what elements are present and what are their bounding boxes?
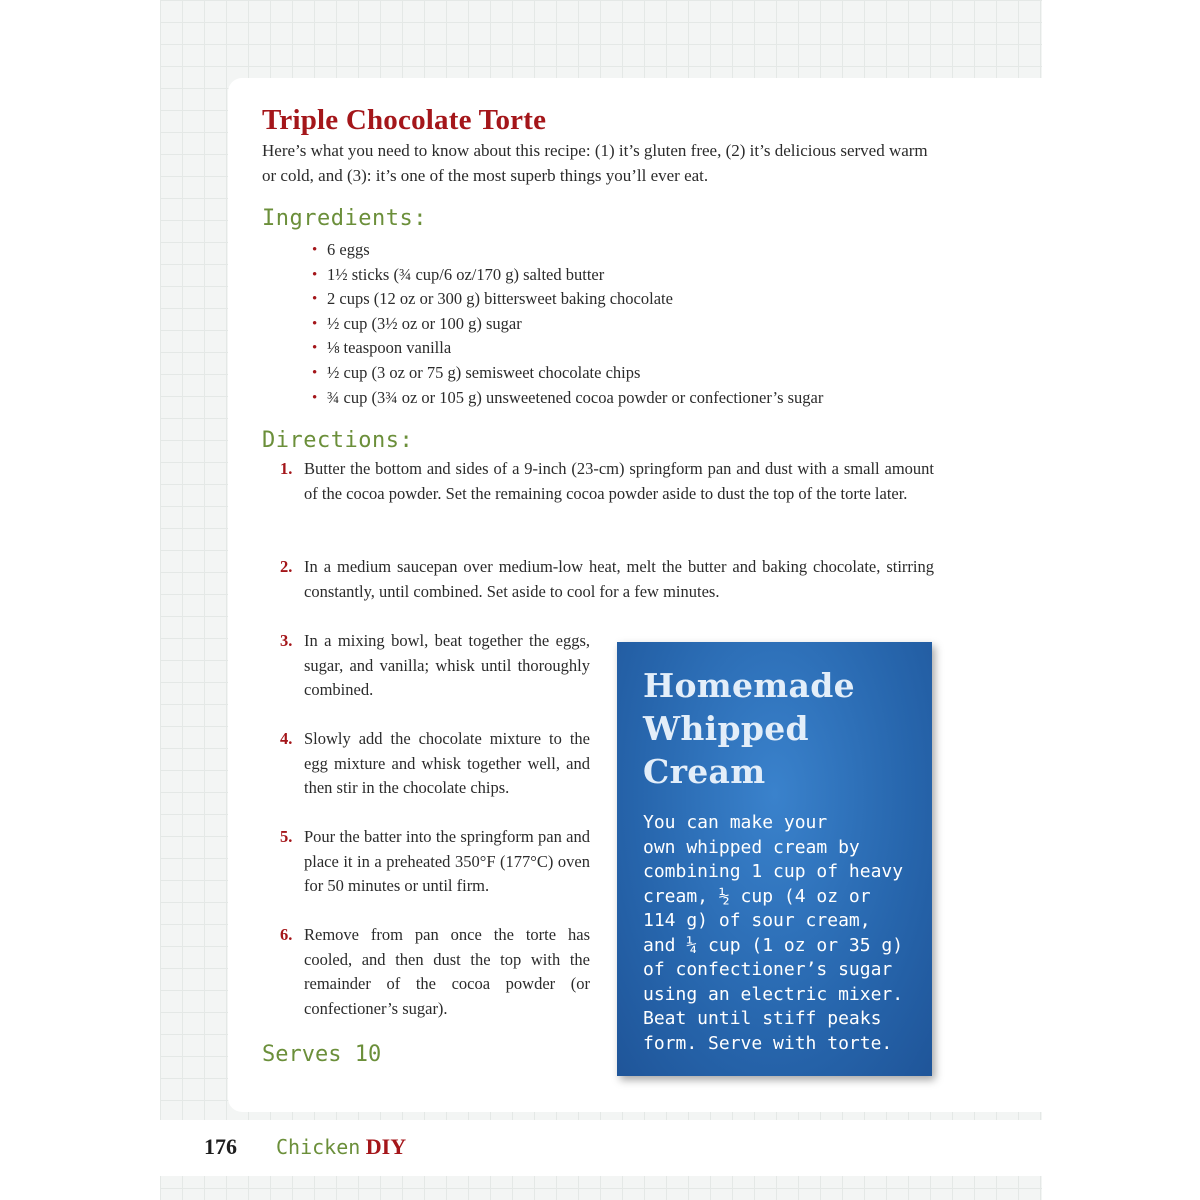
book-title-part1: Chicken [276, 1135, 361, 1159]
sidebar-text-line: cream, ½ cup (4 oz or [643, 885, 871, 907]
sidebar-text-line: form. Serve with torte. [643, 1032, 893, 1054]
bullet-icon: • [312, 364, 318, 381]
direction-step-4 [280, 727, 590, 801]
ingredient-item [312, 336, 823, 361]
ingredient-item [312, 263, 823, 288]
step-number: 1. [280, 459, 293, 478]
whipped-cream-sidebar [617, 642, 932, 1076]
bullet-icon: • [312, 315, 318, 332]
bullet-icon: • [312, 242, 318, 258]
sidebar-text-line: and ¼ cup (1 oz or 35 g) [643, 934, 904, 956]
sidebar-text-line: own whipped cream by [643, 836, 860, 858]
ingredient-text: ½ cup (3½ oz or 100 g) sugar [327, 313, 522, 333]
recipe-intro: Here’s what you need to know about this recipe: (1) it’s gluten free, (2) it’s delicious served warm or cold, and (3): it’s one of the most superb things you’ll ever eat. [262, 141, 928, 185]
ingredient-item [312, 287, 823, 312]
ingredients-list [312, 238, 823, 410]
direction-step-6 [280, 923, 590, 1021]
ingredient-item [312, 386, 823, 411]
sidebar-text-line: 114 g) of sour cream, [643, 910, 871, 931]
page-number: 176 [204, 1134, 237, 1159]
step-number: 5. [280, 827, 293, 846]
bullet-icon: • [312, 340, 318, 357]
recipe-title: Triple Chocolate Torte [262, 104, 547, 136]
sidebar-text-line: combining 1 cup of heavy [643, 861, 904, 882]
ingredient-text: ⅛ teaspoon vanilla [327, 338, 452, 358]
sidebar-title-line: Cream [643, 752, 766, 791]
sidebar-text-line: Beat until stiff peaks [643, 1008, 882, 1029]
sidebar-title-line: Homemade [643, 666, 855, 705]
step-number: 6. [280, 925, 293, 944]
sidebar-body [643, 811, 908, 1056]
running-footer-title [276, 1134, 406, 1160]
sidebar-text-line: using an electric mixer. [643, 983, 904, 1005]
step-text: In a medium saucepan over medium-low heat, melt the butter and baking chocolate, stirring constantly, until combined. Set aside to cool for a few minutes. [304, 557, 934, 601]
bullet-icon: • [312, 389, 318, 406]
bullet-icon: • [312, 266, 318, 283]
step-number: 4. [280, 729, 293, 748]
sidebar-title [643, 664, 908, 793]
direction-step-1 [280, 457, 934, 506]
ingredient-item [312, 312, 823, 337]
sidebar-text-line: of confectioner’s sugar [643, 959, 893, 980]
step-text: Slowly add the chocolate mixture to the egg mixture and whisk together well, and then stir in the chocolate chips. [304, 729, 590, 798]
ingredients-heading: Ingredients: [262, 206, 427, 231]
sidebar-title-line: Whipped [643, 709, 809, 748]
step-text: Pour the batter into the springform pan and place it in a preheated 350°F (177°C) oven for 50 minutes or until firm. [304, 827, 590, 896]
ingredient-text: ½ cup (3 oz or 75 g) semisweet chocolate chips [327, 362, 641, 382]
directions-heading: Directions: [262, 428, 414, 453]
step-text: In a mixing bowl, beat together the eggs, sugar, and vanilla; whisk until thoroughly combined. [304, 631, 590, 700]
ingredient-text: 2 cups (12 oz or 300 g) bittersweet baking chocolate [327, 289, 673, 309]
step-number: 3. [280, 631, 293, 650]
ingredient-text: 6 eggs [327, 240, 370, 259]
direction-step-2 [280, 555, 934, 604]
step-text: Remove from pan once the torte has cooled, and then dust the top with the remainder of the cocoa powder (or confectioner’s sugar). [304, 925, 590, 1018]
step-number: 2. [280, 557, 293, 576]
direction-step-5 [280, 825, 590, 899]
serves-label: Serves 10 [262, 1042, 382, 1067]
sidebar-text-line: You can make your [643, 812, 828, 833]
book-title-part2: DIY [365, 1134, 407, 1159]
bullet-icon: • [312, 291, 318, 308]
ingredient-text: 1½ sticks (¾ cup/6 oz/170 g) salted butter [327, 264, 605, 284]
ingredient-item [312, 361, 823, 386]
ingredient-item [312, 238, 823, 263]
step-text: Butter the bottom and sides of a 9-inch (23-cm) springform pan and dust with a small amount of the cocoa powder. Set the remaining cocoa powder aside to dust the top of the torte later. [304, 459, 934, 503]
ingredient-text: ¾ cup (3¾ oz or 105 g) unsweetened cocoa powder or confectioner’s sugar [327, 387, 824, 407]
direction-step-3 [280, 629, 590, 703]
